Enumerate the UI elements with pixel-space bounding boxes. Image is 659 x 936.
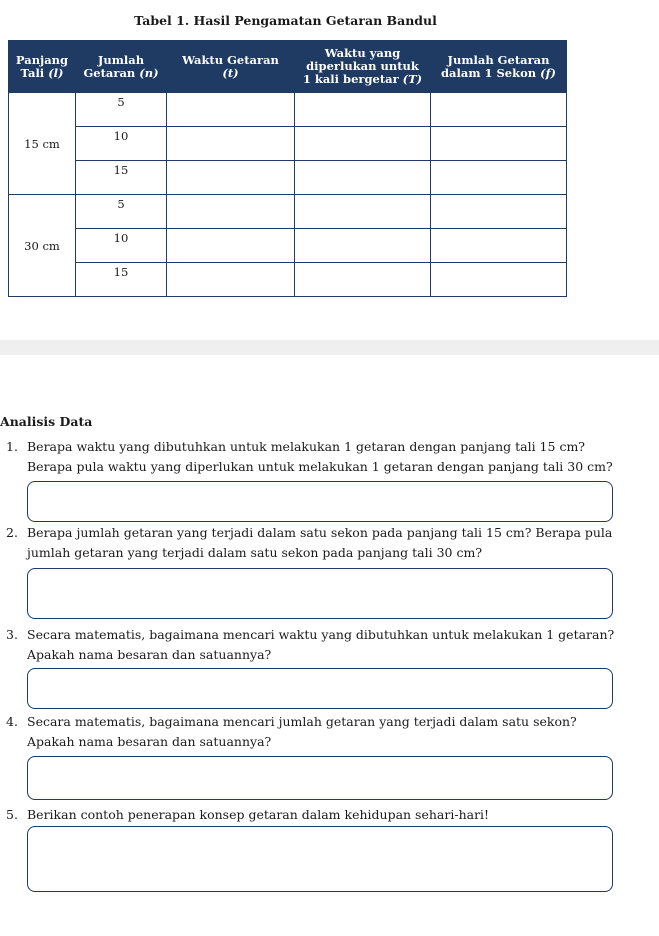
frequency-input-cell[interactable] bbox=[431, 195, 567, 229]
time-input-cell[interactable] bbox=[167, 195, 295, 229]
period-input-cell[interactable] bbox=[295, 127, 431, 161]
count-cell: 10 bbox=[76, 229, 167, 263]
question-4 bbox=[6, 712, 626, 752]
answer-box-5[interactable] bbox=[27, 826, 613, 892]
question-1 bbox=[6, 437, 626, 477]
header-jumlah-getaran bbox=[76, 41, 167, 93]
length-cell: 30 cm bbox=[9, 195, 76, 297]
count-cell: 5 bbox=[76, 93, 167, 127]
question-number: 5. bbox=[6, 807, 18, 822]
header-text: diperlukan untuk bbox=[306, 59, 419, 73]
question-number: 2. bbox=[6, 525, 18, 540]
table-caption: Tabel 1. Hasil Pengamatan Getaran Bandul bbox=[134, 13, 437, 28]
question-text: Berapa waktu yang dibutuhkan untuk melakukan 1 getaran dengan panjang tali 15 cm? Berapa pula waktu yang diperlukan untuk melakukan 1 getaran dengan panjang tali 30 cm? bbox=[27, 439, 613, 474]
table-row bbox=[9, 127, 567, 161]
question-5 bbox=[6, 805, 626, 825]
time-input-cell[interactable] bbox=[167, 127, 295, 161]
frequency-input-cell[interactable] bbox=[431, 161, 567, 195]
header-text: Waktu Getaran bbox=[182, 52, 279, 67]
header-symbol: (f) bbox=[540, 65, 556, 80]
period-input-cell[interactable] bbox=[295, 93, 431, 127]
answer-box-4[interactable] bbox=[27, 756, 613, 800]
header-text: Waktu yang bbox=[324, 46, 401, 60]
answer-box-3[interactable] bbox=[27, 668, 613, 709]
table-row bbox=[9, 161, 567, 195]
table-row bbox=[9, 195, 567, 229]
period-input-cell[interactable] bbox=[295, 263, 431, 297]
question-text: Secara matematis, bagaimana mencari jumlah getaran yang terjadi dalam satu sekon? Apakah nama besaran dan satuannya? bbox=[27, 714, 577, 749]
header-symbol: (t) bbox=[222, 65, 239, 80]
length-cell: 15 cm bbox=[9, 93, 76, 195]
answer-box-2[interactable] bbox=[27, 568, 613, 619]
frequency-input-cell[interactable] bbox=[431, 229, 567, 263]
count-cell: 10 bbox=[76, 127, 167, 161]
question-number: 1. bbox=[6, 439, 18, 454]
header-waktu-satu-getaran bbox=[295, 41, 431, 93]
analysis-title: Analisis Data bbox=[0, 414, 93, 429]
observation-table bbox=[8, 40, 567, 297]
period-input-cell[interactable] bbox=[295, 229, 431, 263]
header-panjang-tali bbox=[9, 41, 76, 93]
count-cell: 15 bbox=[76, 161, 167, 195]
header-text: Jumlah bbox=[97, 52, 145, 67]
header-symbol: (T) bbox=[402, 72, 423, 86]
time-input-cell[interactable] bbox=[167, 93, 295, 127]
header-text: Panjang bbox=[15, 52, 69, 67]
table-header-row bbox=[9, 41, 567, 93]
question-3 bbox=[6, 625, 626, 665]
table-row bbox=[9, 263, 567, 297]
time-input-cell[interactable] bbox=[167, 161, 295, 195]
answer-box-1[interactable] bbox=[27, 481, 613, 522]
header-text: dalam 1 Sekon bbox=[441, 65, 541, 80]
count-cell: 15 bbox=[76, 263, 167, 297]
table-row bbox=[9, 229, 567, 263]
period-input-cell[interactable] bbox=[295, 195, 431, 229]
question-number: 4. bbox=[6, 714, 18, 729]
frequency-input-cell[interactable] bbox=[431, 93, 567, 127]
header-text: Getaran bbox=[83, 65, 140, 80]
section-divider bbox=[0, 340, 659, 355]
question-text: Secara matematis, bagaimana mencari waktu yang dibutuhkan untuk melakukan 1 getaran? Apakah nama besaran dan satuannya? bbox=[27, 627, 615, 662]
frequency-input-cell[interactable] bbox=[431, 127, 567, 161]
question-2 bbox=[6, 523, 626, 563]
frequency-input-cell[interactable] bbox=[431, 263, 567, 297]
header-text: Tali bbox=[20, 65, 49, 80]
question-number: 3. bbox=[6, 627, 18, 642]
header-symbol: (n) bbox=[139, 65, 159, 80]
header-text: 1 kali bergetar bbox=[302, 72, 403, 86]
header-symbol: (l) bbox=[48, 65, 64, 80]
count-cell: 5 bbox=[76, 195, 167, 229]
period-input-cell[interactable] bbox=[295, 161, 431, 195]
table-row bbox=[9, 93, 567, 127]
question-text: Berapa jumlah getaran yang terjadi dalam satu sekon pada panjang tali 15 cm? Berapa pula jumlah getaran yang terjadi dalam satu sekon pada panjang tali 30 cm? bbox=[27, 525, 613, 560]
time-input-cell[interactable] bbox=[167, 229, 295, 263]
time-input-cell[interactable] bbox=[167, 263, 295, 297]
header-text: Jumlah Getaran bbox=[447, 52, 550, 67]
question-text: Berikan contoh penerapan konsep getaran dalam kehidupan sehari-hari! bbox=[27, 807, 490, 822]
header-waktu-getaran bbox=[167, 41, 295, 93]
header-frekuensi bbox=[431, 41, 567, 93]
